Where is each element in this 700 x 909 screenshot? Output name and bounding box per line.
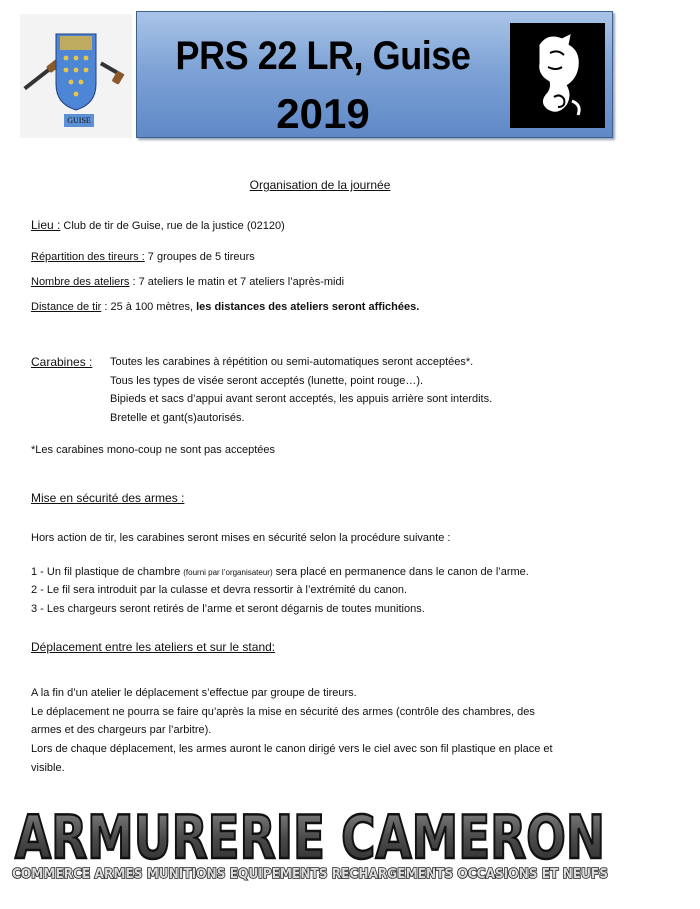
securite-item-1-pre: 1 - Un fil plastique de chambre [31,566,184,578]
lieu-line [31,216,285,235]
carabines-line-3: Bipieds et sacs d’appui avant seront acceptés, les appuis arrière sont interdits. [110,393,493,405]
deplacement-line-3: armes et des chargeurs par l’arbitre). [31,724,212,736]
guise-club-logo [20,14,132,138]
armurerie-tagline-text: COMMERCE ARMES MUNITIONS EQUIPEMENTS RECHARGEMENTS OCCASIONS ET NEUFS [12,867,608,882]
ateliers-label: Nombre des ateliers [31,276,130,288]
carabines-line-1: Toutes les carabines à répétition ou semi-automatiques seront acceptées*. [110,356,474,368]
event-title: PRS 22 LR, Guise [175,34,471,78]
ateliers-line [31,273,344,291]
securite-intro: Hors action de tir, les carabines seront mises en sécurité selon la procédure suivante : [31,532,451,544]
deplacement-line-5: visible. [31,762,65,774]
title-banner [136,11,613,138]
repartition-value: 7 groupes de 5 tireurs [144,251,255,263]
armurerie-cameron-logo [10,800,610,884]
carabines-label: Carabines : [31,355,93,369]
distance-line [31,298,419,316]
lieu-value: Club de tir de Guise, rue de la justice (02120) [60,220,285,232]
event-year: 2019 [276,90,370,137]
securite-heading: Mise en sécurité des armes : [31,491,185,505]
securite-item-1-small: (fourni par l’organisateur) [183,568,273,577]
armurerie-brand-text: ARMURERIE CAMERON [15,803,605,873]
distance-label: Distance de tir [31,301,102,313]
repartition-line [31,248,255,266]
repartition-label: Répartition des tireurs : [31,251,145,263]
securite-item-1 [31,563,529,582]
securite-item-1-post: sera placé en permanence dans le canon de l’arme. [272,566,529,578]
distance-note: les distances des ateliers seront affichées. [196,301,420,313]
lieu-label: Lieu : [31,218,61,232]
armurerie-logo-icon [10,800,610,884]
deplacement-heading: Déplacement entre les ateliers et sur le stand: [31,640,276,654]
carabines-note: *Les carabines mono-coup ne sont pas acceptées [31,444,275,456]
guise-logo-caption: GUISE [64,114,94,127]
carabines-line-2: Tous les types de visée seront acceptés (lunette, point rouge…). [110,375,424,387]
document-title: Organisation de la journée [249,178,391,192]
ateliers-value: : 7 ateliers le matin et 7 ateliers l’après-midi [129,276,345,288]
deplacement-line-2: Le déplacement ne pourra se faire qu’après la mise en sécurité des armes (contrôle des chambres, des [31,706,535,718]
carabines-line-4: Bretelle et gant(s)autorisés. [110,412,245,424]
distance-value: : 25 à 100 mètres, [101,301,197,313]
deplacement-line-4: Lors de chaque déplacement, les armes auront le canon dirigé vers le ciel avec son fil plastique en place et [31,743,553,755]
securite-item-2: 2 - Le fil sera introduit par la culasse et devra ressortir à l’extrémité du canon. [31,584,408,596]
securite-item-3: 3 - Les chargeurs seront retirés de l’arme et seront dégarnis de toutes munitions. [31,603,425,615]
prs-emblem [510,23,605,128]
rider-head-icon [510,23,605,128]
deplacement-line-1: A la fin d’un atelier le déplacement s’effectue par groupe de tireurs. [31,687,357,699]
